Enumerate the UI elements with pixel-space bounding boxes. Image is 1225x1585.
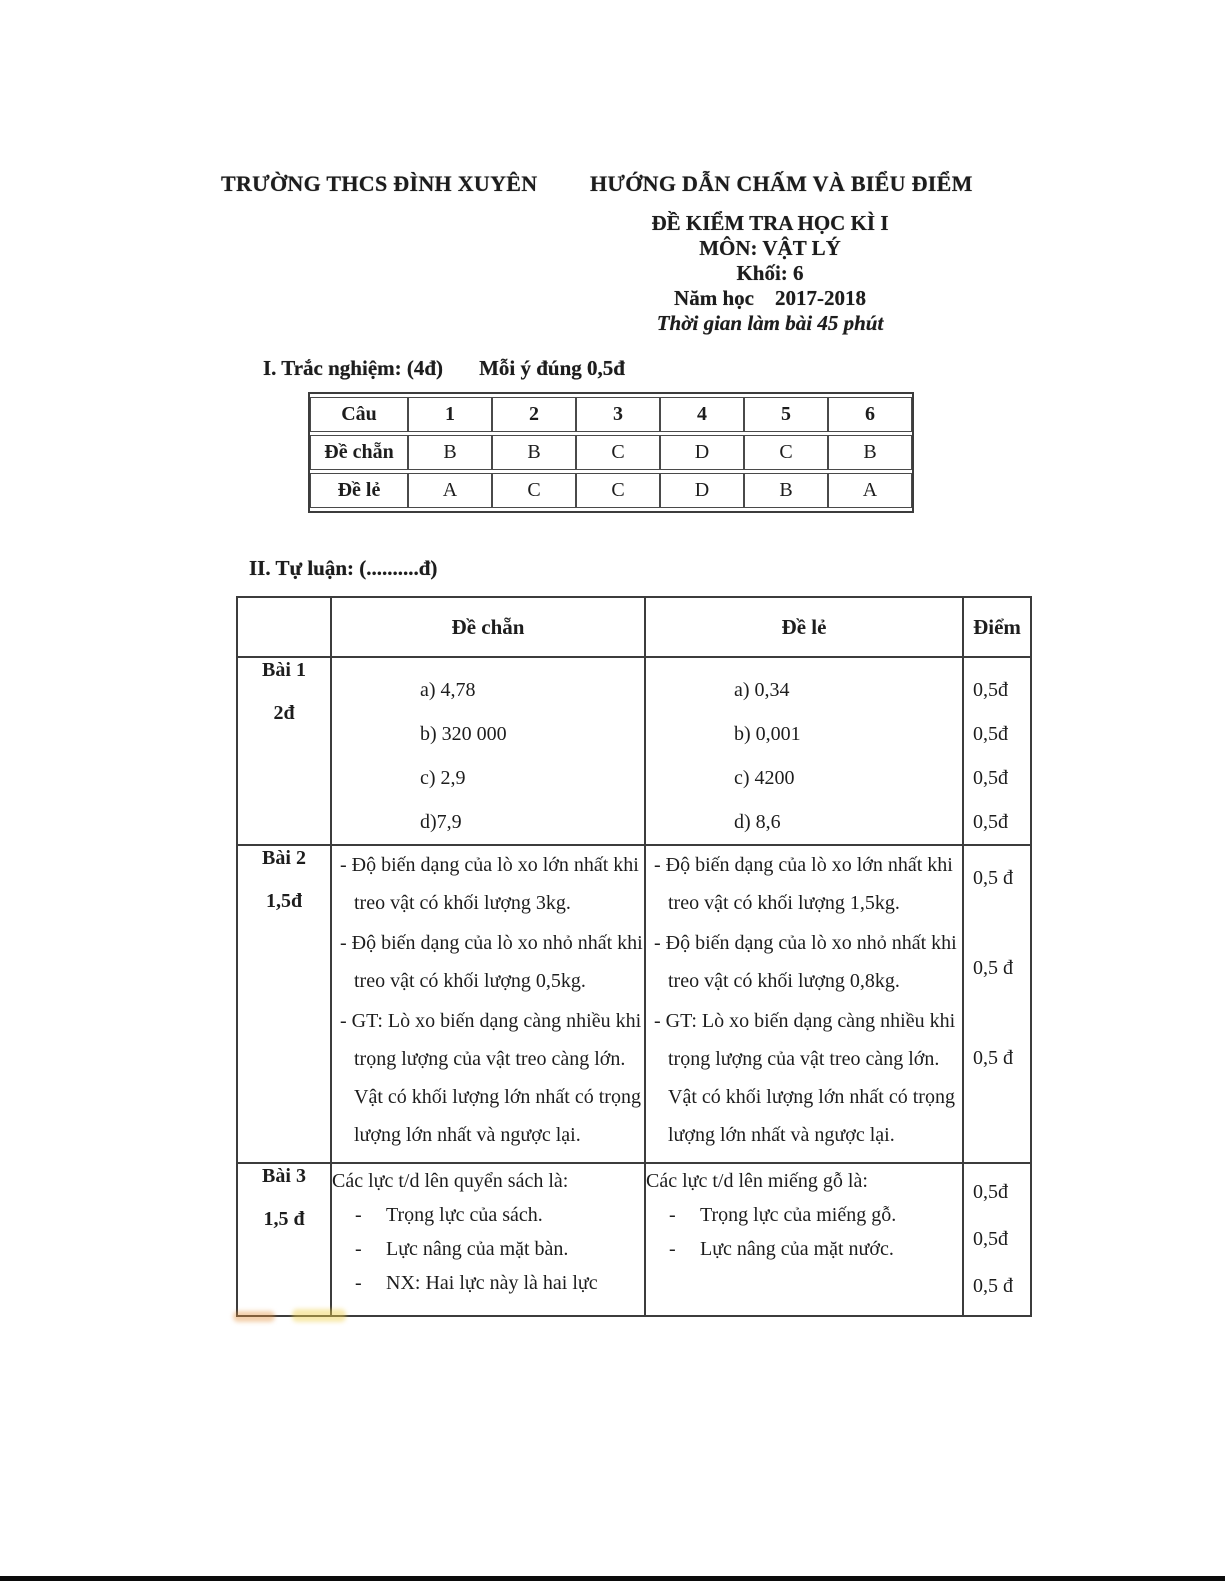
exam-duration: Thời gian làm bài 45 phút (656, 311, 884, 335)
dash-marker: - (355, 1204, 362, 1226)
answer-bullet (332, 1232, 644, 1266)
exam-subject: MÔN: VẬT LÝ (699, 236, 841, 260)
essay-header-marks: Điểm (963, 597, 1031, 657)
bai3-points: 1,5 đ (263, 1208, 305, 1230)
exam-subheader (553, 211, 987, 336)
mark-value: 0,5đ (973, 679, 1008, 701)
bullet-text: Trọng lực của sách. (386, 1204, 543, 1226)
mcq-answer-cell: C (744, 435, 828, 470)
answer-paragraph: - Độ biến dạng của lò xo lớn nhất khi treo vật có khối lượng 3kg. (340, 854, 639, 914)
section2-heading: II. Tự luận: (..........đ) (249, 556, 438, 580)
answer-line: a) 0,34 (734, 679, 790, 701)
bai1-label: Bài 1 (262, 659, 306, 681)
bullet-text: Lực nâng của mặt nước. (700, 1238, 894, 1260)
mark-value: 0,5 đ (973, 1275, 1013, 1297)
mark-value: 0,5đ (973, 811, 1008, 833)
bai2-marks-cell (963, 845, 1031, 1163)
mcq-row-label: Đề chẵn (310, 435, 408, 470)
essay-row-bai2 (237, 845, 1031, 1163)
answer-paragraph: - Độ biến dạng của lò xo nhỏ nhất khi treo vật có khối lượng 0,8kg. (654, 932, 957, 992)
mcq-answer-cell: B (744, 473, 828, 508)
answer-line: c) 2,9 (420, 767, 466, 789)
dash-marker: - (669, 1204, 676, 1226)
mcq-header-cell: 4 (660, 397, 744, 432)
document-title: HƯỚNG DẪN CHẤM VÀ BIỂU ĐIỂM (590, 171, 973, 196)
bai3-even-cell (331, 1163, 645, 1316)
exam-title: ĐỀ KIỂM TRA HỌC KÌ I (651, 211, 889, 235)
mark-value: 0,5đ (973, 723, 1008, 745)
bai3-label-cell (237, 1163, 331, 1316)
bullet-text: Trọng lực của miếng gỗ. (700, 1204, 897, 1226)
answer-bullet (646, 1198, 962, 1232)
section1-title: I. Trắc nghiệm: (4đ) (263, 356, 444, 380)
essay-row-bai1 (237, 657, 1031, 845)
mcq-header-cell: 2 (492, 397, 576, 432)
bai3-marks-cell (963, 1163, 1031, 1316)
mcq-answer-cell: D (660, 435, 744, 470)
mcq-answer-cell: B (828, 435, 912, 470)
mcq-answer-cell: C (576, 473, 660, 508)
mcq-header-cell: 6 (828, 397, 912, 432)
answer-intro: Các lực t/d lên miếng gỗ là: (646, 1170, 868, 1192)
mcq-answer-cell: B (492, 435, 576, 470)
mark-value: 0,5đ (973, 1181, 1008, 1203)
answer-bullet (332, 1266, 644, 1300)
answer-line: a) 4,78 (420, 679, 476, 701)
exam-grade: Khối: 6 (736, 261, 804, 285)
answer-line: b) 320 000 (420, 723, 507, 745)
mark-value: 0,5 đ (973, 957, 1013, 979)
bai1-marks-cell (963, 657, 1031, 845)
answer-paragraph: - GT: Lò xo biến dạng càng nhiều khi trọng lượng của vật treo càng lớn. Vật có khối lượng lớn nhất có trọng lượng lớn nhất và ngược lại. (654, 1010, 956, 1146)
mark-value: 0,5đ (973, 1228, 1008, 1250)
bai1-points: 2đ (273, 702, 295, 724)
scan-edge-bar (0, 1576, 1225, 1581)
school-name: TRƯỜNG THCS ĐÌNH XUYÊN (221, 171, 538, 196)
highlighter-smudge (292, 1309, 346, 1322)
mcq-header-cell: Câu (310, 397, 408, 432)
section1-note: Mỗi ý đúng 0,5đ (479, 356, 625, 380)
mcq-answer-cell: B (408, 435, 492, 470)
mark-value: 0,5 đ (973, 1047, 1013, 1069)
bai3-odd-cell (645, 1163, 963, 1316)
answer-paragraph: - Độ biến dạng của lò xo lớn nhất khi treo vật có khối lượng 1,5kg. (654, 854, 953, 914)
highlighter-smudge (233, 1311, 275, 1322)
answer-intro: Các lực t/d lên quyển sách là: (332, 1170, 569, 1192)
answer-line: d) 8,6 (734, 811, 781, 833)
bai2-label-cell (237, 845, 331, 1163)
bullet-text: Lực nâng của mặt bàn. (386, 1238, 569, 1260)
bullet-text: NX: Hai lực này là hai lực (386, 1272, 598, 1294)
dash-marker: - (355, 1272, 362, 1294)
bai2-label: Bài 2 (262, 847, 306, 869)
mcq-header-cell: 3 (576, 397, 660, 432)
answer-paragraph: - GT: Lò xo biến dạng càng nhiều khi trọng lượng của vật treo càng lớn. Vật có khối lượng lớn nhất có trọng lượng lớn nhất và ngược lại. (340, 1010, 642, 1146)
mcq-even-row (310, 435, 912, 470)
dash-marker: - (355, 1238, 362, 1260)
mark-value: 0,5đ (973, 767, 1008, 789)
bai1-label-cell (237, 657, 331, 845)
answer-line: b) 0,001 (734, 723, 801, 745)
answer-paragraph: - Độ biến dạng của lò xo nhỏ nhất khi treo vật có khối lượng 0,5kg. (340, 932, 643, 992)
bai1-even-cell (331, 657, 645, 845)
answer-bullet (646, 1232, 962, 1266)
essay-grading-table (236, 596, 1032, 1317)
exam-school-year: Năm học 2017-2018 (674, 286, 866, 310)
mcq-header-cell: 5 (744, 397, 828, 432)
multiple-choice-answer-table (308, 392, 914, 513)
mcq-answer-cell: C (492, 473, 576, 508)
mcq-answer-cell: D (660, 473, 744, 508)
essay-header-row (237, 597, 1031, 657)
mcq-odd-row (310, 473, 912, 508)
answer-line: d)7,9 (420, 811, 462, 833)
essay-header-empty (237, 597, 331, 657)
dash-marker: - (669, 1238, 676, 1260)
bai3-label: Bài 3 (262, 1165, 306, 1187)
mcq-answer-cell: A (828, 473, 912, 508)
mcq-answer-cell: C (576, 435, 660, 470)
mcq-row-label: Đề lẻ (310, 473, 408, 508)
answer-bullet (332, 1198, 644, 1232)
mcq-header-row (310, 397, 912, 432)
bai2-points: 1,5đ (265, 890, 303, 912)
bai1-odd-cell (645, 657, 963, 845)
bai2-even-cell (331, 845, 645, 1163)
answer-line: c) 4200 (734, 767, 795, 789)
mark-value: 0,5 đ (973, 867, 1013, 889)
essay-header-odd: Đề lẻ (645, 597, 963, 657)
essay-header-even: Đề chẵn (331, 597, 645, 657)
bai2-odd-cell (645, 845, 963, 1163)
section1-heading (263, 356, 625, 381)
essay-row-bai3 (237, 1163, 1031, 1316)
mcq-answer-cell: A (408, 473, 492, 508)
mcq-header-cell: 1 (408, 397, 492, 432)
